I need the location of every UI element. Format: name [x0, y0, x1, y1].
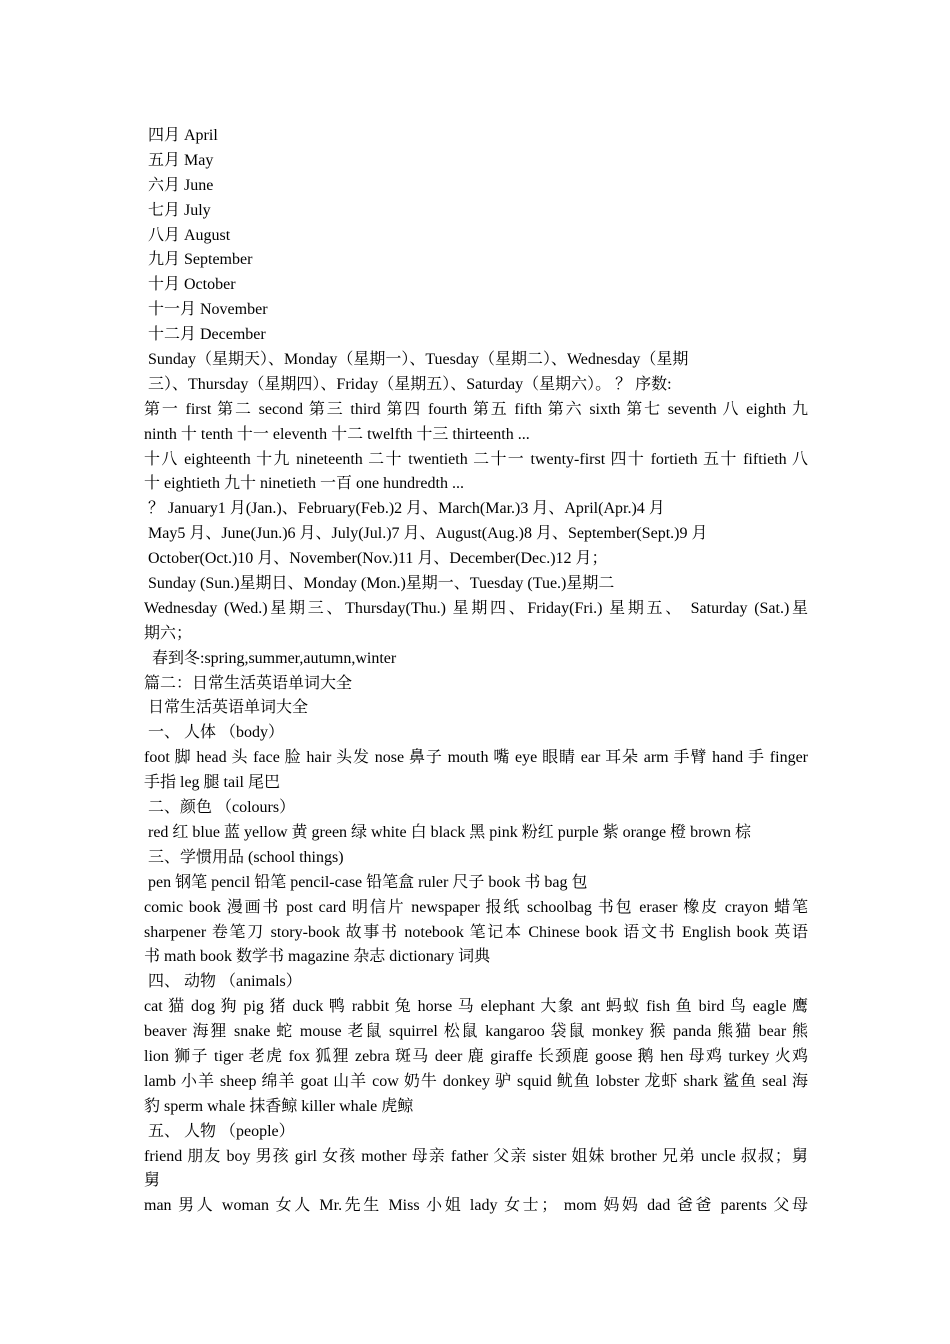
text-line: beaver 海狸 snake 蛇 mouse 老鼠 squirrel 松鼠 kangaroo 袋鼠 monkey 猴 panda 熊猫 bear 熊 [144, 1023, 808, 1041]
text-line: May5 月、June(Jun.)6 月、July(Jul.)7 月、August(Aug.)8 月、September(Sept.)9 月 [144, 525, 708, 543]
document-page [144, 124, 808, 1219]
text-line: foot 脚 head 头 face 脸 hair 头发 nose 鼻子 mouth 嘴 eye 眼睛 ear 耳朵 arm 手臂 hand 手 finger [144, 749, 808, 767]
text-line: 十 eightieth 九十 ninetieth 一百 one hundredth ... [144, 475, 464, 493]
text-line: 七月 July [144, 201, 211, 219]
text-line: sharpener 卷笔刀 story-book 故事书 notebook 笔记本 Chinese book 语文书 English book 英语 [144, 923, 808, 941]
text-line: 期六； [144, 624, 193, 642]
text-line: 五、 人物 （people） [144, 1122, 295, 1140]
text-line: 日常生活英语单词大全 [144, 699, 309, 717]
text-line: red 红 blue 蓝 yellow 黄 green 绿 white 白 black 黑 pink 粉红 purple 紫 orange 橙 brown 棕 [144, 823, 751, 841]
text-line: 十二月 December [144, 326, 266, 344]
text-line: 春到冬:spring,summer,autumn,winter [144, 649, 397, 667]
text-line: comic book 漫画书 post card 明信片 newspaper 报纸 schoolbag 书包 eraser 橡皮 crayon 蜡笔 [144, 898, 808, 916]
text-line: 三）、Thursday（星期四）、Friday（星期五）、Saturday（星期六）。 ？ 序数: [144, 375, 672, 393]
text-line: 三、学惯用品 (school things) [144, 848, 344, 866]
text-line: 四、 动物 （animals） [144, 973, 302, 991]
text-line: 九月 September [144, 251, 253, 269]
text-line: man 男人 woman 女人 Mr.先生 Miss 小姐 lady 女士； mom 妈妈 dad 爸爸 parents 父母 [144, 1197, 808, 1215]
text-line: friend 朋友 boy 男孩 girl 女孩 mother 母亲 father 父亲 sister 姐妹 brother 兄弟 uncle 叔叔；舅 [144, 1147, 808, 1165]
text-line: 手指 leg 腿 tail 尾巴 [144, 774, 280, 792]
text-line: 舅 [144, 1172, 161, 1190]
text-line: 书 math book 数学书 magazine 杂志 dictionary 词典 [144, 948, 491, 966]
text-line: Sunday（星期天）、Monday（星期一）、Tuesday（星期二）、Wednesday（星期 [144, 351, 689, 369]
text-line: 十月 October [144, 276, 236, 294]
text-line: 五月 May [144, 151, 214, 169]
text-line: cat 猫 dog 狗 pig 猪 duck 鸭 rabbit 兔 horse 马 elephant 大象 ant 蚂蚁 fish 鱼 bird 鸟 eagle 鹰 [144, 998, 808, 1016]
text-line: 第一 first 第二 second 第三 third 第四 fourth 第五 fifth 第六 sixth 第七 seventh 八 eighth 九 [144, 400, 808, 418]
text-line: lamb 小羊 sheep 绵羊 goat 山羊 cow 奶牛 donkey 驴 squid 鱿鱼 lobster 龙虾 shark 鲨鱼 seal 海 [144, 1072, 808, 1090]
text-line: pen 钢笔 pencil 铅笔 pencil-case 铅笔盒 ruler 尺子 book 书 bag 包 [144, 873, 588, 891]
text-line: 四月 April [144, 127, 218, 144]
text-line: 十一月 November [144, 301, 268, 319]
text-line: Sunday (Sun.)星期日、Monday (Mon.)星期一、Tuesday (Tue.)星期二 [144, 575, 615, 593]
text-line: ？ January1 月(Jan.)、February(Feb.)2 月、March(Mar.)3 月、April(Apr.)4 月 [144, 500, 665, 518]
text-line: 豹 sperm whale 抹香鲸 killer whale 虎鲸 [144, 1097, 414, 1115]
text-line: ninth 十 tenth 十一 eleventh 十二 twelfth 十三 thirteenth ... [144, 425, 530, 443]
text-line: 六月 June [144, 176, 214, 194]
text-line: October(Oct.)10 月、November(Nov.)11 月、December(Dec.)12 月； [144, 550, 608, 568]
text-line: 一、 人体 （body） [144, 724, 285, 742]
text-line: Wednesday (Wed.)星期三、Thursday(Thu.) 星期四、Friday(Fri.) 星期五、 Saturday (Sat.)星 [144, 599, 808, 617]
text-line: 十八 eighteenth 十九 nineteenth 二十 twentieth 二十一 twenty-first 四十 fortieth 五十 fiftieth 八 [144, 450, 808, 468]
text-line: 八月 August [144, 226, 231, 244]
text-line: 二、颜色 （colours） [144, 799, 296, 817]
text-line: lion 狮子 tiger 老虎 fox 狐狸 zebra 斑马 deer 鹿 giraffe 长颈鹿 goose 鹅 hen 母鸡 turkey 火鸡 [144, 1047, 808, 1065]
text-line: 篇二：日常生活英语单词大全 [144, 674, 353, 692]
